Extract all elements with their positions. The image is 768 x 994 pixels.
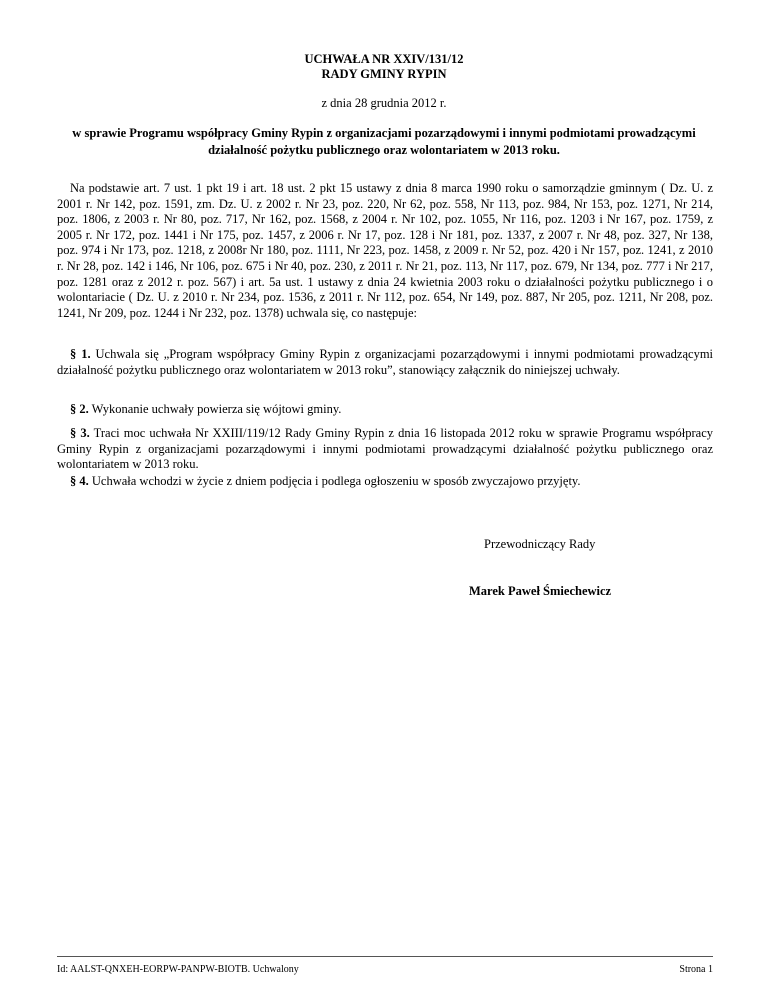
- resolution-title: [0, 52, 768, 82]
- section-2-label: § 2.: [70, 402, 89, 416]
- section-4-label: § 4.: [70, 474, 89, 488]
- footer-divider: [57, 956, 713, 957]
- section-2: [57, 402, 713, 418]
- section-1-label: § 1.: [70, 347, 91, 361]
- section-1-text: Uchwala się „Program współpracy Gminy Rypin z organizacjami pozarządowymi i innymi podmiotami prowadzącymi działalność pożytku publicznego oraz wolontariatem w 2013 roku”, stanowiący załącznik do niniejszej uchwały.: [57, 347, 714, 377]
- signatory-name: Marek Paweł Śmiechewicz: [469, 584, 612, 598]
- resolution-subject: w sprawie Programu współpracy Gminy Rypin z organizacjami pozarządowymi i innymi podmiotami prowadzącymi działalność pożytku publicznego oraz wolontariatem w 2013 roku.: [72, 126, 696, 157]
- title-line-2: RADY GMINY RYPIN: [321, 67, 447, 81]
- section-4: [57, 474, 713, 490]
- section-1: [57, 347, 713, 378]
- section-4-text: Uchwała wchodzi w życie z dniem podjęcia i podlega ogłoszeniu w sposób zwyczajowo przyjęty.: [91, 474, 581, 488]
- signatory-role: Przewodniczący Rady: [484, 537, 596, 551]
- title-line-1: UCHWAŁA NR XXIV/131/12: [304, 52, 464, 66]
- page-number: Strona 1: [679, 964, 713, 975]
- section-3-label: § 3.: [70, 426, 90, 440]
- legal-basis-paragraph: Na podstawie art. 7 ust. 1 pkt 19 i art. 18 ust. 2 pkt 15 ustawy z dnia 8 marca 1990 roku o samorządzie gminnym ( Dz. U. z 2001 r. Nr 142, poz. 1591, zm. Dz. U. z 2002 r. Nr 23, poz. 220, Nr 62, poz. 558, Nr 113, poz. 984, Nr 153, poz. 1271, Nr 214, poz. 1806, z 2003 r. Nr 80, poz. 717, Nr 162, poz. 1568, z 2004 r. Nr 102, poz. 1055, Nr 116, poz. 1203 i Nr 167, poz. 1759, z 2005 r. Nr 172, poz. 1441 i Nr 175, poz. 1457, z 2006 r. Nr 17, poz. 128 i Nr 181, poz. 1337, z 2007 r. Nr 48, poz. 327, Nr 138, poz. 974 i Nr 173, poz. 1218, z 2008r Nr 180, poz. 1111, Nr 223, poz. 1458, z 2009 r. Nr 52, poz. 420 i Nr 157, poz. 1241, z 2010 r. Nr 28, poz. 142 i 146, Nr 106, poz. 675 i Nr 40, poz. 230, z 2011 r. Nr 21, poz. 113, Nr 117, poz. 679, Nr 134, poz. 777 i Nr 217, poz. 1281 oraz z 2012 r. poz. 567) i art. 5a ust. 1 ustawy z dnia 24 kwietnia 2003 roku o działalności pożytku publicznego i o wolontariacie ( Dz. U. z 2010 r. Nr 234, poz. 1536, z 2011 r. Nr 112, poz. 654, Nr 149, poz. 887, Nr 205, poz. 1211, Nr 208, poz. 1241, Nr 209, poz. 1244 i Nr 232, poz. 1378) uchwala się, co następuje:: [57, 181, 713, 320]
- section-3-text: Traci moc uchwała Nr XXIII/119/12 Rady Gminy Rypin z dnia 16 listopada 2012 roku w sprawie Programu współpracy Gminy Rypin z organizacjami pozarządowymi i innymi podmiotami prowadzącymi działalność pożytku publicznego oraz wolontariatem w 2013 roku.: [57, 426, 713, 472]
- section-2-text: Wykonanie uchwały powierza się wójtowi gminy.: [91, 402, 342, 416]
- document-id: Id: AALST-QNXEH-EORPW-PANPW-BIOTB. Uchwalony: [57, 964, 299, 975]
- section-3: [57, 426, 713, 473]
- resolution-date: z dnia 28 grudnia 2012 r.: [321, 96, 447, 110]
